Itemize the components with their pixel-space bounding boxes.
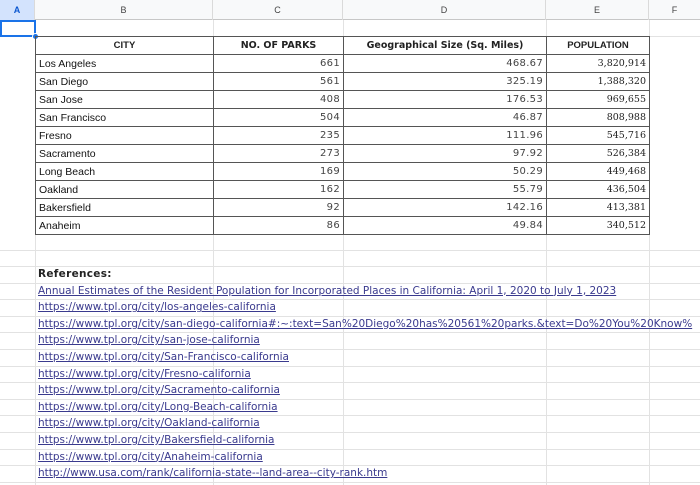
cell-population[interactable]: 526,384: [547, 145, 650, 163]
reference-link-anaheim[interactable]: https://www.tpl.org/city/Anaheim-california: [38, 450, 263, 463]
cell-parks[interactable]: 235: [214, 127, 344, 145]
cell-size[interactable]: 55.79: [344, 181, 547, 199]
reference-link-fresno[interactable]: https://www.tpl.org/city/Fresno-california: [38, 367, 251, 380]
reference-link-san-diego[interactable]: https://www.tpl.org/city/san-diego-california#:~:text=San%20Diego%20has%20561%20parks.&text=Do%20You%20Know%: [38, 317, 693, 330]
cell-parks[interactable]: 661: [214, 55, 344, 73]
cell-size[interactable]: 46.87: [344, 109, 547, 127]
reference-link-long-beach[interactable]: https://www.tpl.org/city/Long-Beach-california: [38, 400, 278, 413]
cell-population[interactable]: 1,388,320: [547, 73, 650, 91]
cell-parks[interactable]: 273: [214, 145, 344, 163]
table-row: [36, 109, 650, 127]
cell-population[interactable]: 3,820,914: [547, 55, 650, 73]
reference-link-san-francisco[interactable]: https://www.tpl.org/city/San-Francisco-california: [38, 350, 289, 363]
cell-size[interactable]: 325.19: [344, 73, 547, 91]
cell-city[interactable]: Los Angeles: [36, 55, 214, 73]
cell-parks[interactable]: 561: [214, 73, 344, 91]
cell-parks[interactable]: 504: [214, 109, 344, 127]
header-population[interactable]: POPULATION: [547, 37, 650, 55]
table-row: [36, 55, 650, 73]
header-parks[interactable]: NO. OF PARKS: [214, 37, 344, 55]
cell-parks[interactable]: 408: [214, 91, 344, 109]
cell-population[interactable]: 808,988: [547, 109, 650, 127]
cell-population[interactable]: 969,655: [547, 91, 650, 109]
cell-size[interactable]: 142.16: [344, 199, 547, 217]
reference-link-census[interactable]: Annual Estimates of the Resident Population for Incorporated Places in California: April 1, 2020 to July 1, 2023: [38, 284, 617, 297]
reference-link-sacramento[interactable]: https://www.tpl.org/city/Sacramento-california: [38, 384, 280, 397]
cell-size[interactable]: 176.53: [344, 91, 547, 109]
column-header-d[interactable]: D: [343, 0, 546, 20]
column-header-b[interactable]: B: [35, 0, 213, 20]
table-row: [36, 127, 650, 145]
table-row: [36, 73, 650, 91]
table-row: [36, 217, 650, 235]
cell-parks[interactable]: 162: [214, 181, 344, 199]
table-header-row: [36, 37, 650, 55]
grid-line: [0, 250, 700, 251]
reference-link-oakland[interactable]: https://www.tpl.org/city/Oakland-california: [38, 417, 260, 430]
cell-city[interactable]: San Diego: [36, 73, 214, 91]
column-header-bar: [0, 0, 700, 20]
header-size[interactable]: Geographical Size (Sq. Miles): [344, 37, 547, 55]
table-row: [36, 199, 650, 217]
reference-link-san-jose[interactable]: https://www.tpl.org/city/san-jose-california: [38, 334, 260, 347]
cell-size[interactable]: 97.92: [344, 145, 547, 163]
city-parks-table: [35, 36, 650, 235]
cell-city[interactable]: San Francisco: [36, 109, 214, 127]
cell-city[interactable]: Bakersfield: [36, 199, 214, 217]
cell-city[interactable]: San Jose: [36, 91, 214, 109]
cell-city[interactable]: Sacramento: [36, 145, 214, 163]
cell-parks[interactable]: 86: [214, 217, 344, 235]
column-header-e[interactable]: E: [546, 0, 649, 20]
cell-parks[interactable]: 169: [214, 163, 344, 181]
cell-city[interactable]: Oakland: [36, 181, 214, 199]
header-city[interactable]: CITY: [36, 37, 214, 55]
reference-link-los-angeles[interactable]: https://www.tpl.org/city/los-angeles-california: [38, 301, 276, 314]
cell-population[interactable]: 340,512: [547, 217, 650, 235]
cell-city[interactable]: Anaheim: [36, 217, 214, 235]
cell-city[interactable]: Long Beach: [36, 163, 214, 181]
reference-link-land-area-rank[interactable]: http://www.usa.com/rank/california-state--land-area--city-rank.htm: [38, 467, 388, 480]
column-header-c[interactable]: C: [213, 0, 343, 20]
references-title: References:: [38, 268, 112, 280]
cell-size[interactable]: 50.29: [344, 163, 547, 181]
column-header-a[interactable]: A: [0, 0, 35, 20]
table-row: [36, 181, 650, 199]
grid-line: [0, 482, 700, 483]
table-row: [36, 163, 650, 181]
column-header-f[interactable]: F: [671, 5, 678, 15]
cell-population[interactable]: 436,504: [547, 181, 650, 199]
selected-cell-a1[interactable]: [0, 20, 36, 37]
cell-size[interactable]: 468.67: [344, 55, 547, 73]
cell-population[interactable]: 413,381: [547, 199, 650, 217]
cell-population[interactable]: 545,716: [547, 127, 650, 145]
references-section: [38, 266, 692, 482]
cell-size[interactable]: 49.84: [344, 217, 547, 235]
cell-size[interactable]: 111.96: [344, 127, 547, 145]
cell-parks[interactable]: 92: [214, 199, 344, 217]
cell-population[interactable]: 449,468: [547, 163, 650, 181]
table-row: [36, 91, 650, 109]
table-row: [36, 145, 650, 163]
reference-link-bakersfield[interactable]: https://www.tpl.org/city/Bakersfield-california: [38, 433, 275, 446]
cell-city[interactable]: Fresno: [36, 127, 214, 145]
